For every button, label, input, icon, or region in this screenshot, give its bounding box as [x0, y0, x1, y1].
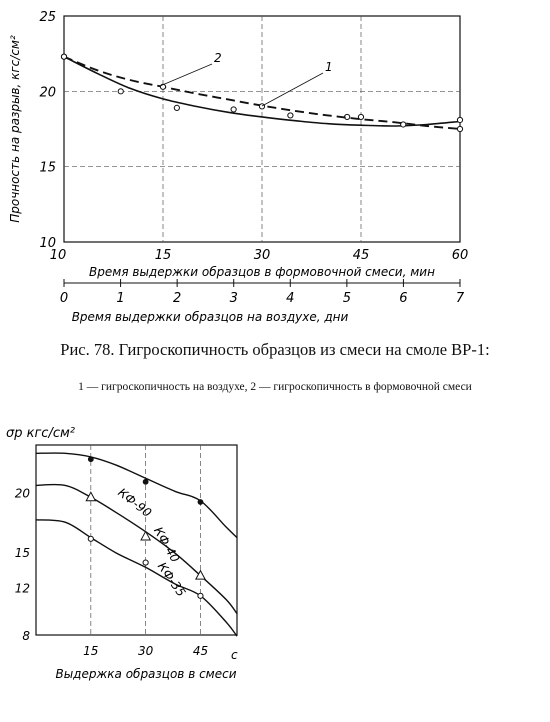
data-point-КФ-90	[198, 500, 203, 505]
x-tick-label: 45	[352, 248, 370, 263]
x2-tick-label: 45	[192, 644, 209, 658]
y-tick-label: 25	[39, 10, 56, 25]
leader-line-1	[262, 73, 323, 106]
series-label-КФ-35: КФ-35	[154, 559, 189, 600]
y2-tick-label: 8	[22, 629, 30, 643]
figure-caption-subtitle: 1 — гигроскопичность на воздухе, 2 — гигроскопичность в формовочной смеси	[78, 381, 472, 393]
data-point-series-1	[457, 117, 462, 122]
x2-axis-label: Время выдержки образцов на воздухе, дни	[71, 310, 349, 324]
x2-tick-label: 30	[137, 644, 154, 658]
data-point-series-1	[174, 105, 179, 110]
series-line-КФ-35	[36, 520, 237, 636]
data-point-КФ-90	[143, 479, 148, 484]
x2-tick-label: 2	[173, 291, 182, 306]
x2-tick-label: 1	[116, 291, 125, 306]
plot2-frame	[36, 445, 237, 635]
y2-tick-label: 20	[14, 486, 30, 501]
x2-tick-label: 0	[59, 291, 69, 306]
x2-tick-label: 7	[455, 291, 465, 306]
x2-tick-label: 4	[286, 291, 295, 306]
data-point-КФ-35	[143, 560, 148, 565]
y-tick-label: 20	[39, 85, 56, 101]
y2-tick-label: 15	[14, 545, 30, 560]
series-label-КФ-90: КФ-90	[115, 485, 155, 521]
x-axis-unit-2: с	[231, 648, 238, 662]
data-point-series-2	[61, 54, 66, 59]
x2-tick-label: 15	[83, 644, 99, 658]
leader-line-2	[160, 64, 212, 86]
chart-hygroscopicity-strength	[0, 0, 550, 335]
annotation-2: 2	[214, 51, 222, 65]
data-point-КФ-35	[198, 593, 203, 598]
data-point-КФ-90	[88, 457, 93, 462]
annotation-1: 1	[325, 60, 333, 74]
x-tick-label: 30	[253, 248, 271, 263]
series-label-КФ-40: КФ-40	[151, 524, 183, 565]
x2-tick-label: 3	[229, 291, 238, 306]
x-tick-label: 60	[451, 248, 469, 263]
data-point-КФ-40	[86, 492, 95, 501]
data-point-series-2	[358, 114, 363, 119]
data-point-КФ-35	[88, 536, 93, 541]
data-point-КФ-40	[141, 531, 150, 540]
y-tick-label: 15	[39, 160, 56, 176]
series-line-КФ-40	[36, 485, 237, 614]
data-point-series-1	[401, 122, 406, 127]
series-line-КФ-90	[36, 453, 237, 538]
x-axis-label: Время выдержки образцов в формовочной смеси, мин	[89, 265, 435, 279]
x-axis-label-2: Выдержка образцов в смеси	[55, 667, 237, 681]
data-point-series-1	[288, 113, 293, 118]
data-point-КФ-40	[196, 571, 205, 580]
x2-tick-label: 6	[399, 291, 408, 306]
data-point-series-2	[457, 126, 462, 131]
figure-caption-title: Рис. 78. Гигроскопичность образцов из смеси на смоле ВР-1:	[60, 340, 490, 359]
data-point-series-1	[118, 89, 123, 94]
y2-tick-label: 12	[14, 581, 30, 596]
x2-tick-label: 5	[342, 291, 351, 306]
data-point-series-1	[231, 107, 236, 112]
x-tick-label: 15	[154, 248, 172, 263]
y-tick-label: 10	[39, 236, 56, 251]
x-tick-label: 10	[49, 248, 67, 263]
y-axis-label-2: σр кгс/см²	[6, 426, 75, 441]
y-axis-label: Прочность на разрыв, кгс/см²	[8, 35, 22, 223]
